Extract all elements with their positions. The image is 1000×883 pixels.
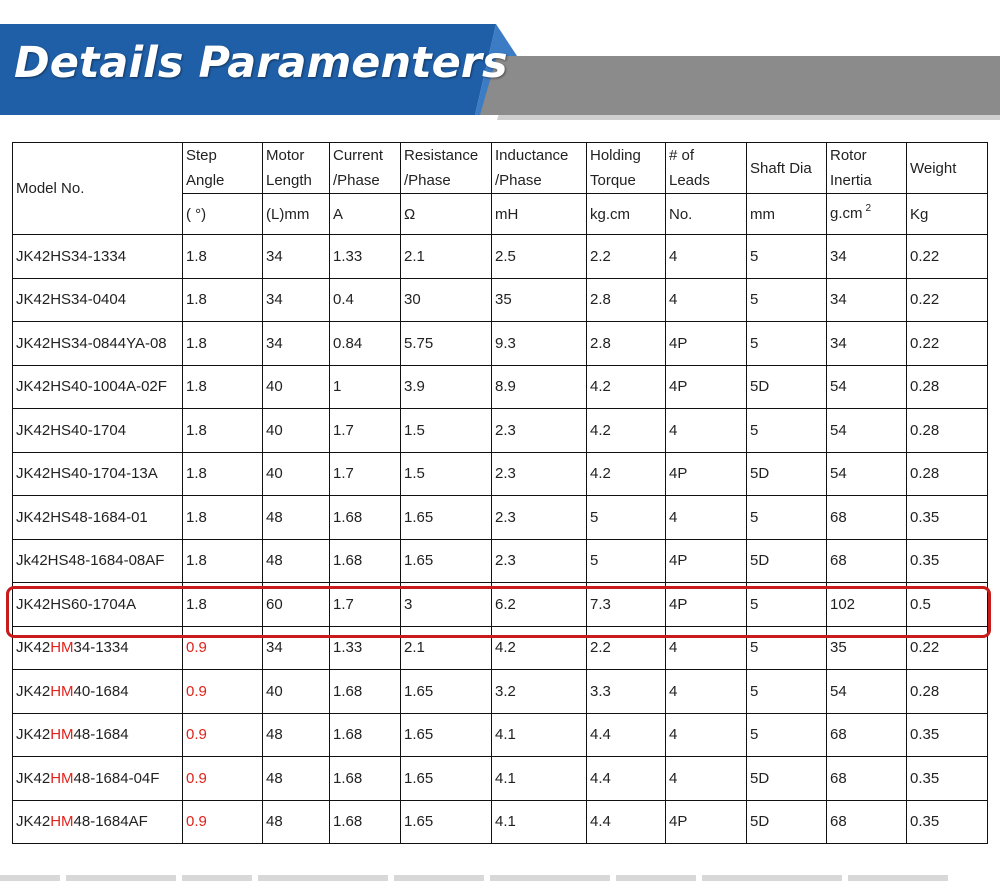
page-title: Details Paramenters [14,38,508,88]
cell-weight: 0.35 [907,757,988,801]
unit-rotor-inertia: g.cm $^2$ [827,194,907,235]
table-row [13,365,988,409]
cell-weight: 0.28 [907,452,988,496]
table-row [13,235,988,279]
cell-resistance: 1.65 [401,496,492,540]
unit-weight: Kg [907,194,988,235]
cell-shaft: 5 [747,322,827,366]
cell-model: JK42HM48-1684AF [13,800,183,844]
cell-inertia: 35 [827,626,907,670]
cell-weight: 0.35 [907,800,988,844]
cell-shaft: 5 [747,670,827,714]
cell-inductance: 8.9 [492,365,587,409]
cell-length: 34 [263,278,330,322]
cell-model: JK42HS60-1704A [13,583,183,627]
cell-length: 34 [263,235,330,279]
cell-step: 1.8 [183,583,263,627]
header-current: Current /Phase [330,143,401,194]
cell-model: JK42HS40-1704 [13,409,183,453]
cell-torque: 2.2 [587,626,666,670]
cell-inductance: 4.1 [492,757,587,801]
cell-model: JK42HS40-1004A-02F [13,365,183,409]
cell-model: JK42HS34-0404 [13,278,183,322]
cell-leads: 4P [666,365,747,409]
cropped-footer-text [0,868,1000,883]
cell-model: JK42HM34-1334 [13,626,183,670]
header-shaft-dia: Shaft Dia [747,143,827,194]
cell-step: 0.9 [183,800,263,844]
header-resistance: Resistance /Phase [401,143,492,194]
cell-leads: 4P [666,539,747,583]
cell-resistance: 5.75 [401,322,492,366]
cell-current: 1.68 [330,713,401,757]
header-leads: # of Leads [666,143,747,194]
table-row [13,583,988,627]
cell-current: 1 [330,365,401,409]
cell-shaft: 5D [747,539,827,583]
header-step-angle: Step Angle [183,143,263,194]
cell-current: 1.68 [330,757,401,801]
cell-step: 1.8 [183,496,263,540]
cell-weight: 0.35 [907,539,988,583]
cell-shaft: 5 [747,278,827,322]
cell-inertia: 54 [827,409,907,453]
cell-leads: 4 [666,278,747,322]
cell-torque: 2.2 [587,235,666,279]
cell-resistance: 3 [401,583,492,627]
cell-model: JK42HM48-1684 [13,713,183,757]
table-row [13,322,988,366]
cell-model: Jk42HS48-1684-08AF [13,539,183,583]
header-model: Model No. [13,143,183,235]
cell-length: 48 [263,800,330,844]
cell-length: 48 [263,713,330,757]
cell-resistance: 3.9 [401,365,492,409]
cell-inductance: 2.3 [492,452,587,496]
table-row [13,539,988,583]
cell-resistance: 1.5 [401,452,492,496]
cell-leads: 4 [666,626,747,670]
cell-resistance: 1.65 [401,800,492,844]
cell-length: 40 [263,452,330,496]
cell-shaft: 5D [747,757,827,801]
cell-weight: 0.5 [907,583,988,627]
unit-leads: No. [666,194,747,235]
cell-resistance: 30 [401,278,492,322]
cell-length: 48 [263,496,330,540]
cell-length: 40 [263,409,330,453]
cell-leads: 4 [666,409,747,453]
cell-torque: 3.3 [587,670,666,714]
cell-model: JK42HS34-1334 [13,235,183,279]
cell-weight: 0.35 [907,713,988,757]
table-row [13,626,988,670]
cell-leads: 4 [666,757,747,801]
cell-model: JK42HS48-1684-01 [13,496,183,540]
cell-leads: 4P [666,800,747,844]
unit-resistance: Ω [401,194,492,235]
cell-weight: 0.28 [907,409,988,453]
table-body [13,235,988,844]
cell-shaft: 5 [747,583,827,627]
cell-step: 0.9 [183,757,263,801]
cell-shaft: 5 [747,713,827,757]
cell-torque: 4.2 [587,365,666,409]
table-row [13,278,988,322]
cell-current: 1.68 [330,539,401,583]
cell-leads: 4 [666,496,747,540]
cell-torque: 4.4 [587,713,666,757]
cell-inductance: 4.2 [492,626,587,670]
cell-step: 0.9 [183,713,263,757]
cell-inertia: 68 [827,539,907,583]
cell-current: 1.33 [330,626,401,670]
unit-motor-length: (L)mm [263,194,330,235]
cell-length: 48 [263,539,330,583]
cell-inductance: 2.3 [492,409,587,453]
cell-weight: 0.35 [907,496,988,540]
cell-inductance: 3.2 [492,670,587,714]
cell-model: JK42HM48-1684-04F [13,757,183,801]
cell-inertia: 68 [827,757,907,801]
cell-model: JK42HS40-1704-13A [13,452,183,496]
cell-current: 1.7 [330,583,401,627]
table-row [13,670,988,714]
table-row [13,409,988,453]
cell-torque: 4.2 [587,452,666,496]
cell-current: 1.7 [330,452,401,496]
cell-leads: 4 [666,670,747,714]
unit-shaft-dia: mm [747,194,827,235]
cell-current: 1.33 [330,235,401,279]
cell-torque: 4.4 [587,757,666,801]
cell-inductance: 35 [492,278,587,322]
header-row [13,143,988,194]
cell-inertia: 54 [827,365,907,409]
cell-inductance: 2.5 [492,235,587,279]
cell-resistance: 1.65 [401,713,492,757]
cell-step: 1.8 [183,409,263,453]
cell-weight: 0.28 [907,365,988,409]
cell-inertia: 34 [827,278,907,322]
cell-current: 1.68 [330,496,401,540]
cell-torque: 4.4 [587,800,666,844]
cell-inertia: 68 [827,800,907,844]
cell-step: 1.8 [183,235,263,279]
table-row [13,713,988,757]
cell-inertia: 54 [827,452,907,496]
cell-current: 1.68 [330,670,401,714]
cell-torque: 2.8 [587,278,666,322]
cell-weight: 0.22 [907,235,988,279]
cell-inductance: 6.2 [492,583,587,627]
cell-torque: 5 [587,496,666,540]
cell-shaft: 5 [747,496,827,540]
unit-inductance: mH [492,194,587,235]
header-inductance: Inductance /Phase [492,143,587,194]
unit-step-angle: ( °) [183,194,263,235]
cell-model: JK42HS34-0844YA-08 [13,322,183,366]
cell-length: 40 [263,365,330,409]
cell-leads: 4P [666,583,747,627]
cell-step: 0.9 [183,670,263,714]
cell-inductance: 2.3 [492,496,587,540]
cell-length: 60 [263,583,330,627]
spec-table [12,142,988,844]
cell-step: 1.8 [183,452,263,496]
cell-torque: 5 [587,539,666,583]
cell-length: 34 [263,322,330,366]
cell-model: JK42HM40-1684 [13,670,183,714]
cell-inertia: 54 [827,670,907,714]
cell-resistance: 1.65 [401,670,492,714]
cell-step: 1.8 [183,278,263,322]
cell-current: 1.68 [330,800,401,844]
cell-shaft: 5 [747,626,827,670]
cell-current: 0.4 [330,278,401,322]
cell-step: 1.8 [183,539,263,583]
cell-step: 0.9 [183,626,263,670]
cell-leads: 4P [666,322,747,366]
cell-weight: 0.22 [907,322,988,366]
cell-inertia: 68 [827,713,907,757]
cell-shaft: 5D [747,800,827,844]
cell-length: 48 [263,757,330,801]
unit-holding-torque: kg.cm [587,194,666,235]
header-weight: Weight [907,143,988,194]
cell-shaft: 5 [747,409,827,453]
cell-shaft: 5 [747,235,827,279]
cell-torque: 7.3 [587,583,666,627]
cell-length: 40 [263,670,330,714]
cell-inertia: 34 [827,235,907,279]
cell-inertia: 102 [827,583,907,627]
cell-inductance: 9.3 [492,322,587,366]
cell-current: 0.84 [330,322,401,366]
table-row [13,800,988,844]
cell-weight: 0.22 [907,278,988,322]
cell-inductance: 4.1 [492,713,587,757]
header-holding-torque: Holding Torque [587,143,666,194]
cell-resistance: 1.65 [401,539,492,583]
cell-inductance: 2.3 [492,539,587,583]
header-motor-length: Motor Length [263,143,330,194]
header-rotor-inertia: Rotor Inertia [827,143,907,194]
cell-torque: 4.2 [587,409,666,453]
cell-leads: 4 [666,713,747,757]
header-banner [0,0,1000,125]
cell-step: 1.8 [183,365,263,409]
cell-shaft: 5D [747,365,827,409]
cell-step: 1.8 [183,322,263,366]
cell-current: 1.7 [330,409,401,453]
unit-current: A [330,194,401,235]
cell-leads: 4 [666,235,747,279]
cell-length: 34 [263,626,330,670]
cell-resistance: 1.65 [401,757,492,801]
cell-resistance: 2.1 [401,626,492,670]
cell-shaft: 5D [747,452,827,496]
cell-torque: 2.8 [587,322,666,366]
table-row [13,452,988,496]
table-row [13,757,988,801]
cell-inductance: 4.1 [492,800,587,844]
cell-resistance: 1.5 [401,409,492,453]
cell-inertia: 34 [827,322,907,366]
banner-gray-bar [476,56,1000,115]
table-row [13,496,988,540]
cell-weight: 0.22 [907,626,988,670]
cell-leads: 4P [666,452,747,496]
cell-inertia: 68 [827,496,907,540]
cell-resistance: 2.1 [401,235,492,279]
cell-weight: 0.28 [907,670,988,714]
